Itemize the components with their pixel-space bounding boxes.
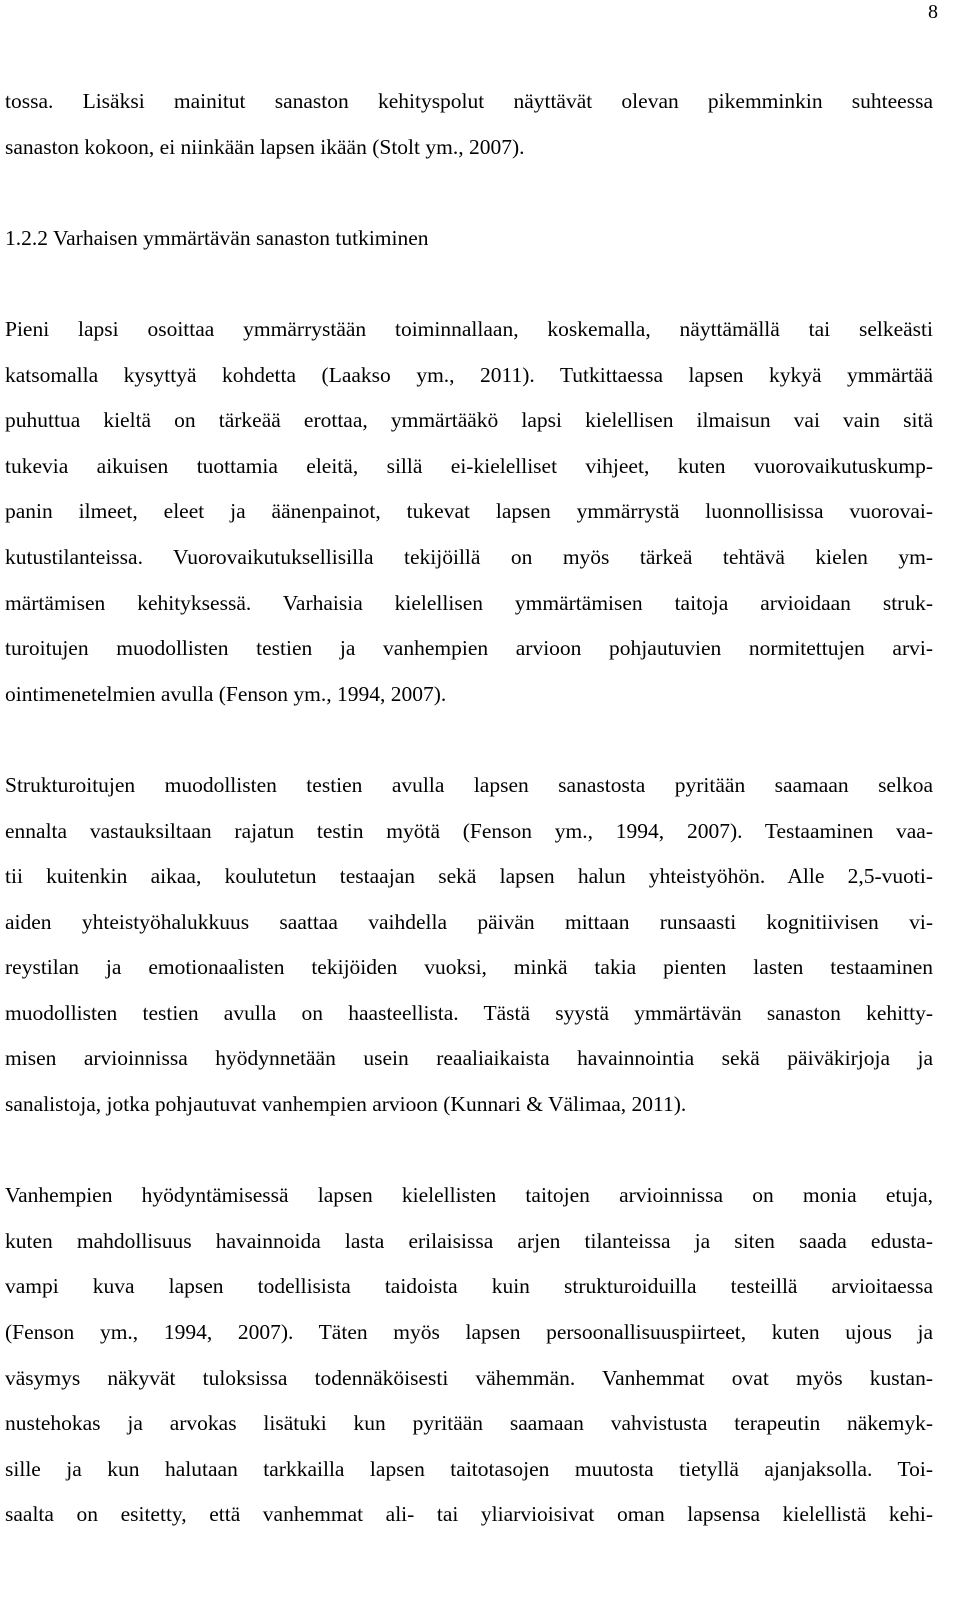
paragraph-intro-continuation — [5, 79, 933, 170]
text-line: turoitujen muodollisten testien ja vanhempien arvioon pohjautuvien normitettujen arvi- — [5, 636, 933, 661]
text-line: muodollisten testien avulla on haasteellista. Tästä syystä ymmärtävän sanaston kehitty- — [5, 1000, 933, 1025]
text-line: katsomalla kysyttyä kohdetta (Laakso ym., 2011). Tutkittaessa lapsen kykyä ymmärtää — [5, 362, 933, 387]
text-line: märtämisen kehityksessä. Varhaisia kielellisen ymmärtämisen taitoja arvioidaan struk- — [5, 590, 933, 615]
text-line: väsymys näkyvät tuloksissa todennäköisesti vähemmän. Vanhemmat ovat myös kustan- — [5, 1365, 933, 1390]
text-line: ennalta vastauksiltaan rajatun testin myötä (Fenson ym., 1994, 2007). Testaaminen vaa- — [5, 818, 933, 843]
text-line: saalta on esitetty, että vanhemmat ali- tai yliarvioisivat oman lapsensa kielellistä kehi- — [5, 1502, 933, 1527]
text-line: reystilan ja emotionaalisten tekijöiden vuoksi, minkä takia pienten lasten testaaminen — [5, 955, 933, 980]
text-line: aiden yhteistyöhalukkuus saattaa vaihdella päivän mittaan runsaasti kognitiivisen vi- — [5, 909, 933, 934]
text-line: sanaston kokoon, ei niinkään lapsen ikään (Stolt ym., 2007). — [5, 134, 525, 159]
paragraph-spacer — [5, 170, 933, 216]
text-line: (Fenson ym., 1994, 2007). Täten myös lapsen persoonallisuuspiirteet, kuten ujous ja — [5, 1320, 933, 1345]
text-line: Vanhempien hyödyntämisessä lapsen kielellisten taitojen arvioinnissa on monia etuja, — [5, 1183, 933, 1208]
paragraph-spacer — [5, 717, 933, 763]
text-line: misen arvioinnissa hyödynnetään usein reaaliaikaista havainnointia sekä päiväkirjoja ja — [5, 1046, 933, 1071]
paragraph-spacer — [5, 261, 933, 307]
text-line: tii kuitenkin aikaa, koulutetun testaajan sekä lapsen halun yhteistyöhön. Alle 2,5-vuoti- — [5, 864, 933, 889]
text-line: kutustilanteissa. Vuorovaikutuksellisilla tekijöillä on myös tärkeä tehtävä kielen ym- — [5, 544, 933, 569]
text-line: sanalistoja, jotka pohjautuvat vanhempien arvioon (Kunnari & Välimaa, 2011). — [5, 1092, 687, 1117]
section-heading — [5, 216, 933, 262]
text-line: panin ilmeet, eleet ja äänenpainot, tukevat lapsen ymmärrystä luonnollisissa vuorovai- — [5, 499, 933, 524]
text-line: ointimenetelmien avulla (Fenson ym., 1994, 2007). — [5, 681, 447, 706]
text-line: nustehokas ja arvokas lisätuki kun pyritään saamaan vahvistusta terapeutin näkemyk- — [5, 1411, 933, 1436]
text-line: sille ja kun halutaan tarkkailla lapsen taitotasojen muutosta tietyllä ajanjaksolla. Toi- — [5, 1456, 933, 1481]
text-line: Pieni lapsi osoittaa ymmärrystään toiminnallaan, koskemalla, näyttämällä tai selkeästi — [5, 316, 933, 341]
section-heading-text: 1.2.2 Varhaisen ymmärtävän sanaston tutkiminen — [5, 225, 429, 250]
text-line: tukevia aikuisen tuottamia eleitä, sillä ei-kielelliset vihjeet, kuten vuorovaikutuskump- — [5, 453, 933, 478]
text-line: puhuttua kieltä on tärkeää erottaa, ymmärtääkö lapsi kielellisen ilmaisun vai vain sitä — [5, 408, 933, 433]
paragraph-structured-tests — [5, 763, 933, 1128]
paragraph-understanding — [5, 307, 933, 717]
page-number: 8 — [928, 1, 938, 23]
document-body — [5, 79, 933, 1538]
paragraph-spacer — [5, 1128, 933, 1174]
text-line: kuten mahdollisuus havainnoida lasta erilaisissa arjen tilanteissa ja siten saada edusta- — [5, 1228, 933, 1253]
text-line: Strukturoitujen muodollisten testien avulla lapsen sanastosta pyritään saamaan selkoa — [5, 772, 933, 797]
paragraph-parents — [5, 1173, 933, 1538]
text-line: tossa. Lisäksi mainitut sanaston kehityspolut näyttävät olevan pikemminkin suhteessa — [5, 89, 933, 113]
text-line: vampi kuva lapsen todellisista taidoista kuin strukturoiduilla testeillä arvioitaessa — [5, 1274, 933, 1299]
